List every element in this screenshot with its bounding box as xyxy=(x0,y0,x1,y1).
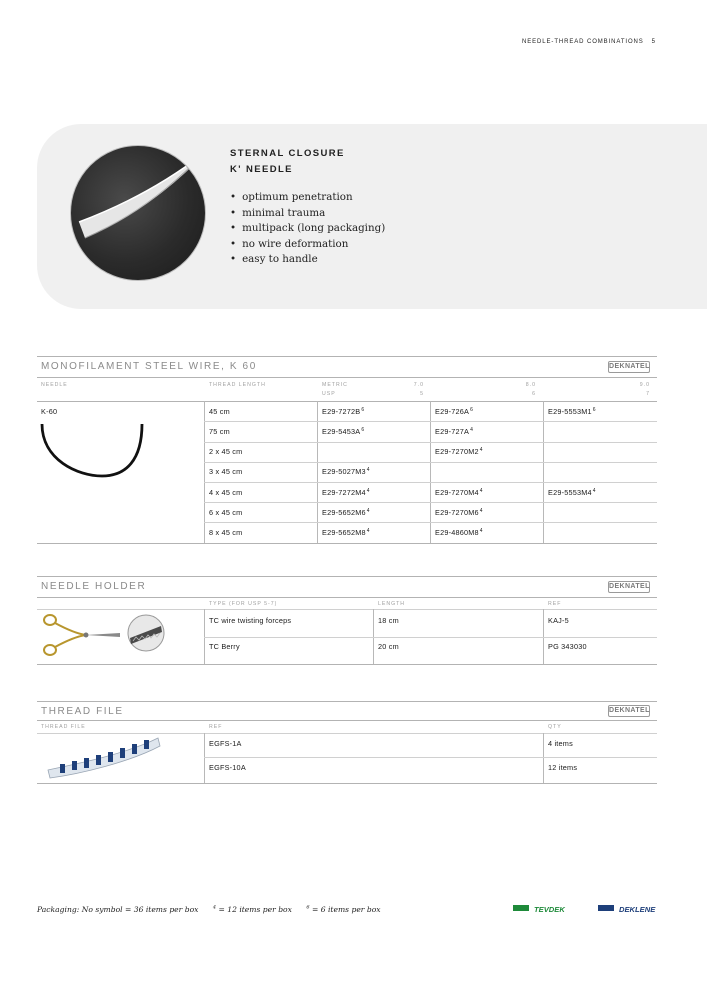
col-needle: NEEDLE xyxy=(41,382,68,388)
divider xyxy=(37,664,657,665)
forceps-jaw-icon xyxy=(127,614,165,657)
file-ref: EGFS-10A xyxy=(209,763,246,772)
legend-tevdek: TEVDEK xyxy=(513,905,565,914)
hero-title-line1: STERNAL CLOSURE xyxy=(230,148,345,159)
divider xyxy=(37,356,657,357)
thread-file-icon xyxy=(46,734,162,785)
feature-item: • multipack (long packaging) xyxy=(230,221,385,237)
product-code: $E29-726A^6$ xyxy=(435,407,474,416)
divider xyxy=(37,377,657,378)
usp-value: 6 xyxy=(532,391,536,397)
thread-length: 75 cm xyxy=(209,427,230,436)
page-number: 5 xyxy=(651,39,655,45)
row-divider xyxy=(204,482,657,483)
divider xyxy=(37,576,657,577)
divider xyxy=(37,597,657,598)
divider xyxy=(37,543,657,544)
col-type: TYPE (FOR USP 5-7) xyxy=(209,601,278,607)
divider xyxy=(37,720,657,721)
page-header xyxy=(522,39,655,45)
product-code: $E29-5652M8^4$ xyxy=(322,528,370,537)
hero-title-line2: K' NEEDLE xyxy=(230,164,293,175)
col-qty: QTY xyxy=(548,724,562,730)
footnote-symbol-4: $^4$ = 12 items per box xyxy=(212,904,292,914)
col-thread-length: THREAD LENGTH xyxy=(209,382,266,388)
legend-deklene: DEKLENE xyxy=(598,905,655,914)
thread-length: 8 x 45 cm xyxy=(209,528,243,537)
row-divider xyxy=(204,637,657,638)
file-ref: EGFS-1A xyxy=(209,739,242,748)
file-section-title: THREAD FILE xyxy=(41,706,124,717)
row-divider xyxy=(204,502,657,503)
file-qty: 12 items xyxy=(548,763,578,772)
divider xyxy=(37,609,657,610)
file-qty: 4 items xyxy=(548,739,573,748)
forceps-icon xyxy=(40,612,122,663)
hero-title xyxy=(230,146,345,178)
divider xyxy=(37,401,657,402)
thread-length: 6 x 45 cm xyxy=(209,508,243,517)
product-code: $E29-7272M4^4$ xyxy=(322,488,370,497)
feature-item: • minimal trauma xyxy=(230,206,385,222)
holder-ref: KAJ-5 xyxy=(548,616,569,625)
col-ref: REF xyxy=(548,601,562,607)
product-code: $E29-4860M8^4$ xyxy=(435,528,483,537)
deknatel-logo: DEKNATEL xyxy=(608,705,650,717)
row-divider xyxy=(204,757,657,758)
deknatel-logo: DEKNATEL xyxy=(608,581,650,593)
hero-panel xyxy=(37,124,707,309)
product-code: $E29-727A^4$ xyxy=(435,427,474,436)
feature-item: • optimum penetration xyxy=(230,190,385,206)
divider xyxy=(37,783,657,784)
needle-tip-photo xyxy=(70,145,206,281)
product-code: $E29-7270M6^4$ xyxy=(435,508,483,517)
tevdek-swatch xyxy=(513,905,529,911)
product-code: $E29-7270M2^4$ xyxy=(435,447,483,456)
col-usp-label: USP xyxy=(322,391,336,397)
col-ref: REF xyxy=(209,724,223,730)
deklene-swatch xyxy=(598,905,614,911)
usp-value: 7 xyxy=(646,391,650,397)
thread-length: 2 x 45 cm xyxy=(209,447,243,456)
metric-value: 8.0 xyxy=(525,382,536,388)
feature-item: • easy to handle xyxy=(230,252,385,268)
divider xyxy=(543,733,544,783)
usp-value: 5 xyxy=(420,391,424,397)
k60-needle-icon xyxy=(38,420,148,487)
product-code: $E29-7272B^6$ xyxy=(322,407,365,416)
metric-value: 9.0 xyxy=(639,382,650,388)
product-code: $E29-5027M3^4$ xyxy=(322,467,370,476)
packaging-footnote xyxy=(37,904,393,914)
holder-type: TC Berry xyxy=(209,642,240,651)
holder-ref: PG 343030 xyxy=(548,642,587,651)
product-code: $E29-5453A^6$ xyxy=(322,427,365,436)
feature-list xyxy=(230,190,385,268)
footnote-default: Packaging: No symbol = 36 items per box xyxy=(37,904,199,914)
divider xyxy=(37,701,657,702)
needle-name: K-60 xyxy=(41,407,58,416)
product-code: $E29-5553M4^4$ xyxy=(548,488,596,497)
col-metric-label: METRIC xyxy=(322,382,348,388)
wire-section-title: MONOFILAMENT STEEL WIRE, K 60 xyxy=(41,361,257,372)
holder-length: 20 cm xyxy=(378,642,399,651)
footnote-symbol-6: $^6$ = 6 items per box xyxy=(306,904,381,914)
deknatel-logo: DEKNATEL xyxy=(608,361,650,373)
holder-section-title: NEEDLE HOLDER xyxy=(41,581,147,592)
thread-length: 3 x 45 cm xyxy=(209,467,243,476)
header-title: NEEDLE-THREAD COMBINATIONS xyxy=(522,39,644,45)
col-thread-file: THREAD FILE xyxy=(41,724,86,730)
row-divider xyxy=(204,522,657,523)
row-divider xyxy=(204,421,657,422)
col-length: LENGTH xyxy=(378,601,406,607)
divider xyxy=(204,733,205,783)
holder-length: 18 cm xyxy=(378,616,399,625)
row-divider xyxy=(204,462,657,463)
row-divider xyxy=(204,442,657,443)
feature-item: • no wire deformation xyxy=(230,237,385,253)
thread-length: 45 cm xyxy=(209,407,230,416)
product-code: $E29-7270M4^4$ xyxy=(435,488,483,497)
product-code: $E29-5553M1^6$ xyxy=(548,407,596,416)
metric-value: 7.0 xyxy=(413,382,424,388)
thread-length: 4 x 45 cm xyxy=(209,488,243,497)
product-code: $E29-5652M6^4$ xyxy=(322,508,370,517)
holder-type: TC wire twisting forceps xyxy=(209,616,292,625)
